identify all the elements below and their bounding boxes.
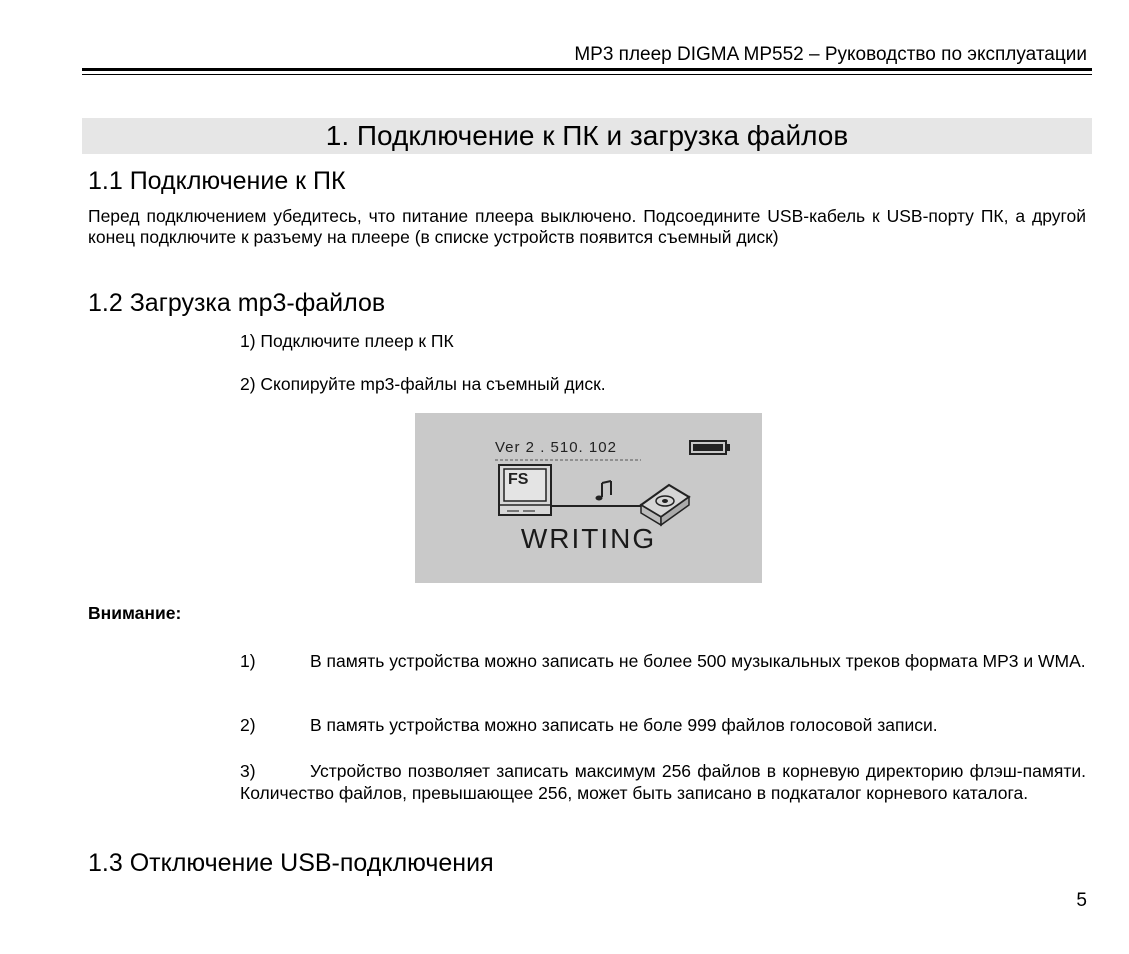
- section-paragraph-connect: Перед подключением убедитесь, что питание плеера выключено. Подсоедините USB-кабель к USB-порту ПК, а другой конец подключите к разъему на плеере (в списке устройств появится съемный диск): [88, 206, 1086, 247]
- upload-step-1: 1) Подключите плеер к ПК: [240, 331, 454, 351]
- battery-icon: [690, 441, 730, 454]
- upload-step-2: 2) Скопируйте mp3-файлы на съемный диск.: [240, 374, 606, 394]
- lcd-version: Ver 2 . 510. 102: [495, 439, 617, 456]
- chapter-title: 1. Подключение к ПК и загрузка файлов: [325, 120, 849, 151]
- section-heading-connect: 1.1 Подключение к ПК: [88, 167, 346, 195]
- music-note-icon: [596, 481, 612, 501]
- warning-note: [240, 650, 1086, 672]
- header-rule-thick: [82, 68, 1092, 71]
- section-heading-disconnect: 1.3 Отключение USB-подключения: [88, 849, 494, 877]
- warning-note-number: 3): [240, 761, 256, 781]
- lcd-screen-image: [415, 413, 762, 583]
- warning-note-text: В память устройства можно записать не более 500 музыкальных треков формата MP3 и WMA.: [310, 651, 1086, 671]
- header-rule-thin: [82, 74, 1092, 75]
- lcd-graphics: [415, 413, 762, 583]
- player-device-icon: [641, 485, 689, 525]
- warning-label: Внимание:: [88, 603, 182, 623]
- warning-note-text: Устройство позволяет записать максимум 256 файлов в корневую директорию флэш-памяти. Количество файлов, превышающее 256, может быть записано в подкаталог корневого каталога.: [240, 761, 1086, 803]
- warning-note-number: 1): [240, 651, 256, 671]
- warning-note-number: 2): [240, 715, 256, 735]
- warning-note-text: В память устройства можно записать не боле 999 файлов голосовой записи.: [310, 715, 938, 735]
- page-number: 5: [1076, 890, 1087, 911]
- lcd-fs-label: FS: [508, 471, 529, 488]
- header-title: MP3 плеер DIGMA MP552 – Руководство по эксплуатации: [574, 44, 1087, 65]
- warning-note: [240, 760, 1086, 804]
- section-heading-upload: 1.2 Загрузка mp3-файлов: [88, 289, 386, 317]
- lcd-status: WRITING: [520, 523, 657, 554]
- warning-note: [240, 714, 1086, 736]
- chapter-banner: [82, 118, 1092, 154]
